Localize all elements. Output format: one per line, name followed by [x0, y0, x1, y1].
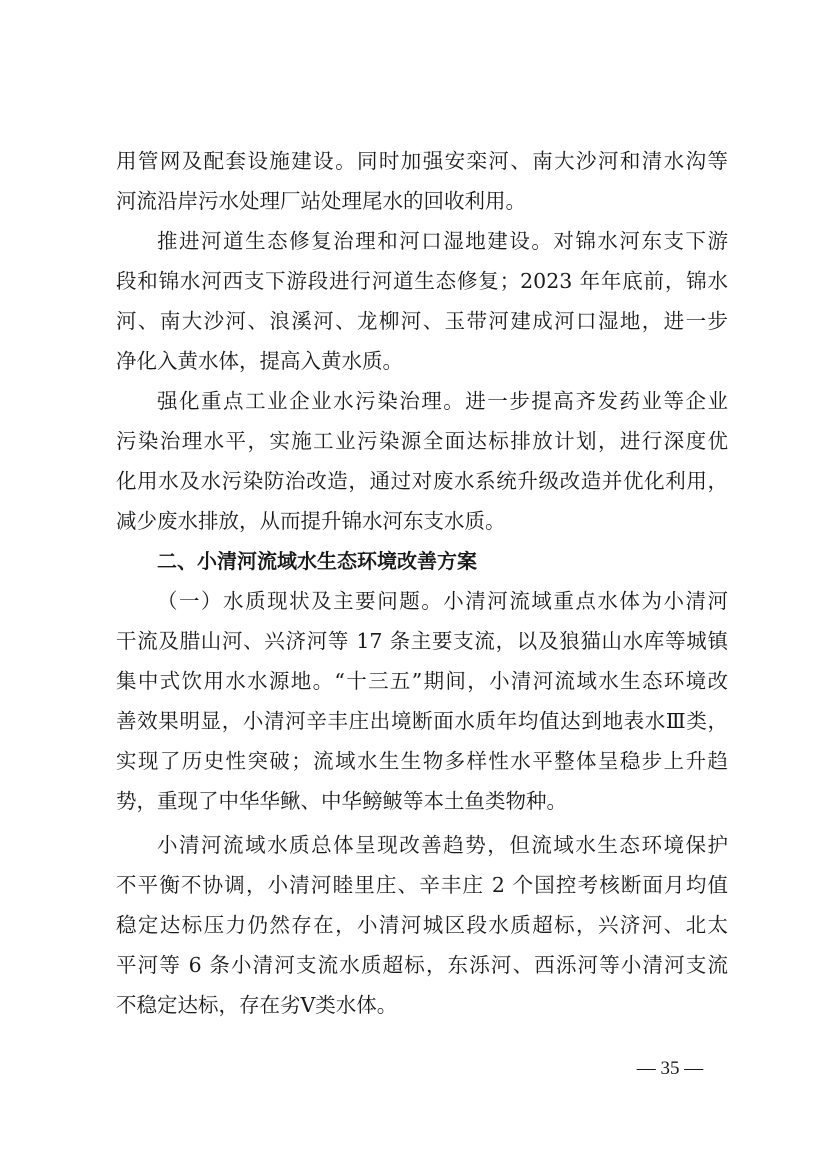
paragraph-line: 推进河道生态修复治理和河口湿地建设。对锦水河东支下游: [157, 229, 728, 253]
paragraph-line: （一）水质现状及主要问题。小清河流域重点水体为小清河: [157, 589, 728, 613]
paragraph-line: 势，重现了中华华鳅、中华鳑鲏等本土鱼类物种。: [116, 789, 567, 813]
paragraph-line: 净化入黄水体，提高入黄水质。: [116, 349, 403, 373]
paragraph-line: 不平衡不协调，小清河睦里庄、辛丰庄 2 个国控考核断面月均值: [116, 873, 728, 897]
page-number: — 35 —: [636, 1058, 704, 1079]
paragraph-line: 强化重点工业企业水污染治理。进一步提高齐发药业等企业: [157, 389, 728, 413]
paragraph-line: 善效果明显，小清河辛丰庄出境断面水质年均值达到地表水Ⅲ类，: [116, 709, 728, 733]
paragraph-line: 减少废水排放，从而提升锦水河东支水质。: [116, 509, 506, 533]
paragraph-line: 平河等 6 条小清河支流水质超标，东泺河、西泺河等小清河支流: [116, 953, 728, 977]
paragraph-line: 集中式饮用水水源地。“十三五”期间，小清河流域水生态环境改: [116, 669, 728, 693]
paragraph-line: 河、南大沙河、浪溪河、龙柳河、玉带河建成河口湿地，进一步: [116, 309, 728, 333]
section-heading: 二、小清河流域水生态环境改善方案: [157, 549, 477, 573]
paragraph-line: 用管网及配套设施建设。同时加强安栾河、南大沙河和清水沟等: [116, 149, 728, 173]
paragraph-line: 干流及腊山河、兴济河等 17 条主要支流，以及狼猫山水库等城镇: [116, 629, 728, 653]
paragraph-line: 段和锦水河西支下游段进行河道生态修复；2023 年年底前，锦水: [116, 269, 728, 293]
paragraph-line: 河流沿岸污水处理厂站处理尾水的回收利用。: [116, 189, 526, 213]
paragraph-line: 不稳定达标，存在劣Ⅴ类水体。: [116, 993, 398, 1017]
paragraph-line: 实现了历史性突破；流域水生生物多样性水平整体呈稳步上升趋: [116, 749, 728, 773]
paragraph-line: 稳定达标压力仍然存在，小清河城区段水质超标，兴济河、北太: [116, 913, 728, 937]
paragraph-line: 化用水及水污染防治改造，通过对废水系统升级改造并优化利用，: [116, 469, 728, 493]
paragraph-line: 小清河流域水质总体呈现改善趋势，但流域水生态环境保护: [157, 833, 728, 857]
paragraph-line: 污染治理水平，实施工业污染源全面达标排放计划，进行深度优: [116, 429, 728, 453]
